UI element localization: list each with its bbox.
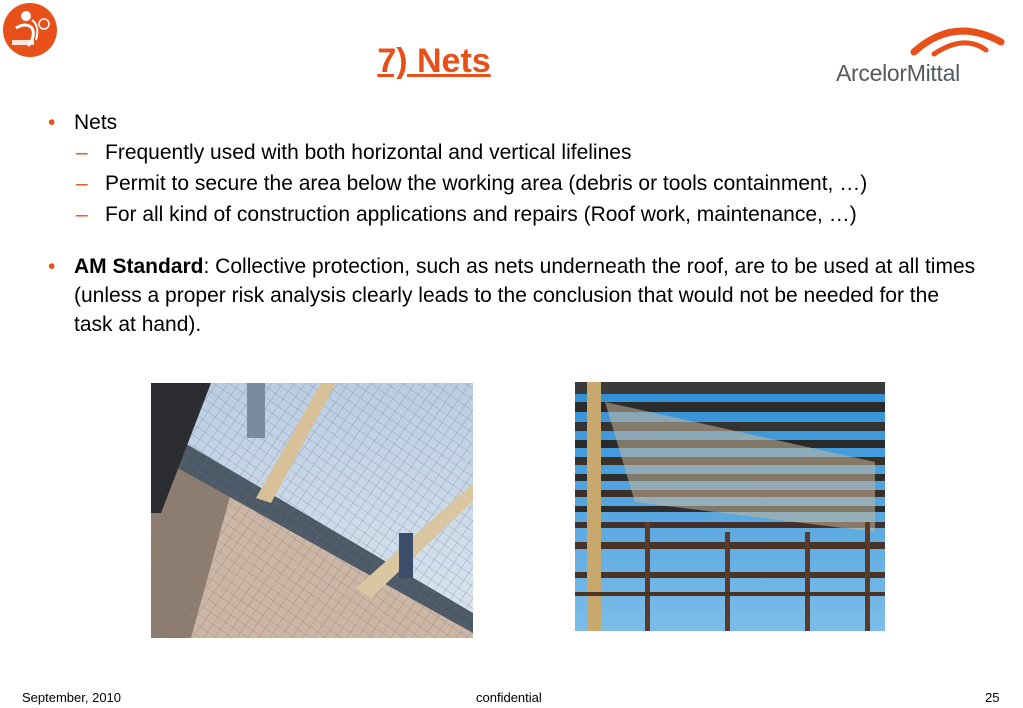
sub-bullet-marker: –	[76, 141, 88, 164]
sub-bullet-marker: –	[76, 172, 88, 195]
footer-date: September, 2010	[22, 690, 122, 705]
arcelormittal-swoosh-icon	[836, 20, 1006, 60]
sub-bullet-containment	[48, 168, 978, 199]
slide-title: 7) Nets	[377, 42, 491, 80]
bullet-bold-label: AM Standard	[74, 255, 204, 278]
bullet-marker: •	[48, 111, 56, 134]
footer-confidential: confidential	[476, 690, 542, 705]
brand-logo	[836, 20, 1006, 90]
sub-bullet-text: Permit to secure the area below the working area (debris or tools containment, …)	[105, 172, 868, 195]
sub-bullet-applications	[48, 199, 978, 230]
sub-bullet-text: For all kind of construction applications and repairs (Roof work, maintenance, …)	[105, 203, 857, 226]
bullet-marker: •	[48, 255, 56, 278]
sub-bullet-lifelines	[48, 137, 978, 168]
slide-content	[48, 108, 978, 339]
photo-roof-net	[151, 383, 473, 638]
bullet-text: : Collective protection, such as nets underneath the roof, are to be used at all times (unless a proper risk analysis clearly leads to the conclusion that would not be needed for the task at hand).	[74, 255, 976, 336]
bullet-nets	[48, 108, 978, 137]
sub-bullet-text: Frequently used with both horizontal and vertical lifelines	[105, 141, 632, 164]
sub-bullet-marker: –	[76, 203, 88, 226]
photo-steel-structure-net	[575, 382, 885, 631]
bullet-am-standard	[48, 252, 978, 339]
brand-name: ArcelorMittal	[836, 60, 960, 86]
page-number: 25	[985, 690, 1000, 705]
bullet-text: Nets	[74, 111, 118, 134]
